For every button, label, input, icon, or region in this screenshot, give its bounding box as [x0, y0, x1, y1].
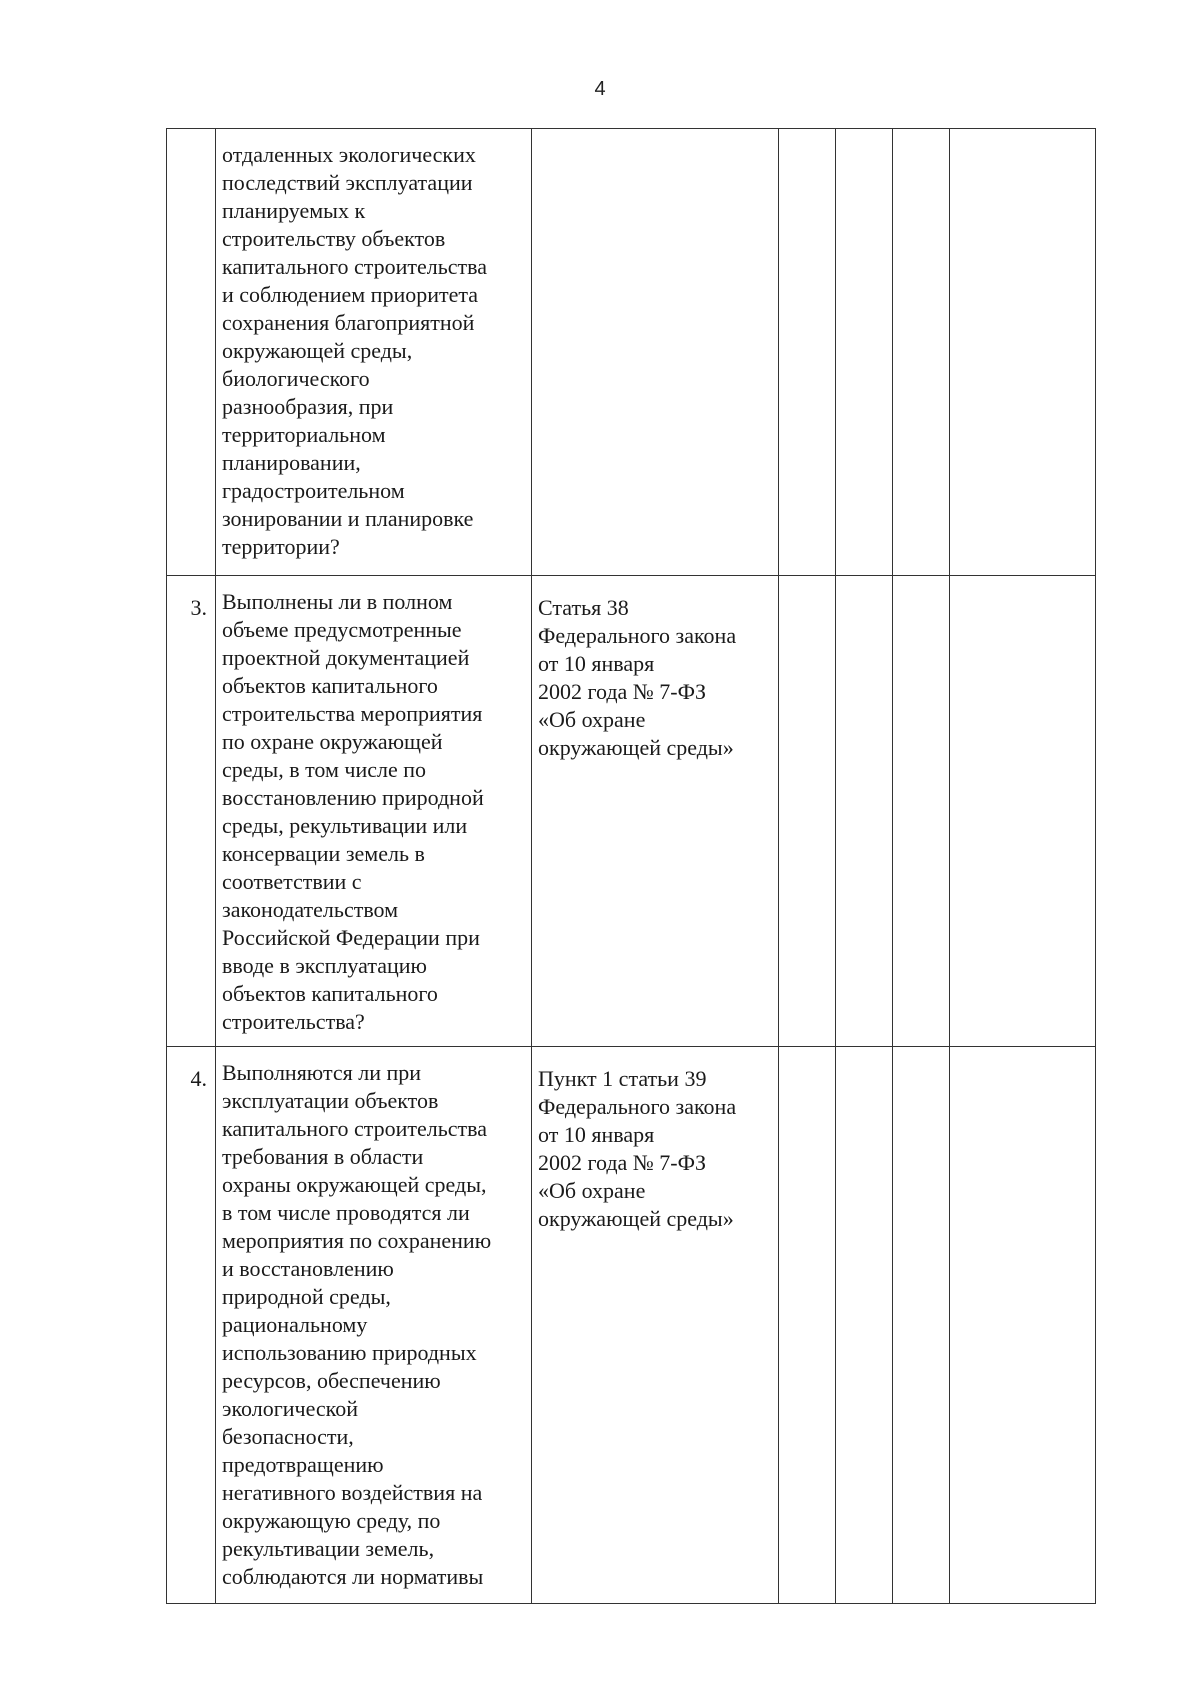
question-cell: [216, 576, 532, 1047]
text-line: сохранения благоприятной: [222, 310, 475, 335]
text-line: территориальном: [222, 422, 386, 447]
text-line: восстановлению природной: [222, 785, 484, 810]
text-line: строительства?: [222, 1009, 365, 1034]
text-line: рациональному: [222, 1312, 368, 1337]
text-line: окружающей среды,: [222, 338, 413, 363]
text-line: капитального строительства: [222, 254, 488, 279]
text-line: среды, в том числе по: [222, 757, 427, 782]
text-line: 2002 года № 7-ФЗ: [538, 1150, 707, 1175]
legal-basis-cell: [532, 129, 779, 576]
table-row: [167, 129, 1096, 576]
table-row: [167, 576, 1096, 1047]
text-line: 2002 года № 7-ФЗ: [538, 679, 707, 704]
text-line: Российской Федерации при: [222, 925, 480, 950]
question-text: [222, 1059, 525, 1591]
item-number: 3.: [167, 576, 216, 1047]
text-line: последствий эксплуатации: [222, 170, 473, 195]
text-line: Статья 38: [538, 595, 629, 620]
text-line: природной среды,: [222, 1284, 391, 1309]
text-line: Пункт 1 статьи 39: [538, 1066, 707, 1091]
text-line: проектной документацией: [222, 645, 470, 670]
note-cell: [950, 1047, 1096, 1604]
text-line: капитального строительства: [222, 1116, 488, 1141]
answer-not-applicable-cell: [893, 1047, 950, 1604]
text-line: законодательством: [222, 897, 399, 922]
text-line: безопасности,: [222, 1424, 354, 1449]
text-line: рекультивации земель,: [222, 1536, 435, 1561]
table-row: [167, 1047, 1096, 1604]
text-line: соответствии с: [222, 869, 362, 894]
text-line: требования в области: [222, 1144, 424, 1169]
answer-no-cell: [836, 576, 893, 1047]
text-line: территории?: [222, 534, 340, 559]
question-text: [222, 588, 525, 1036]
text-line: градостроительном: [222, 478, 405, 503]
text-line: Выполнены ли в полном: [222, 589, 453, 614]
text-line: отдаленных экологических: [222, 142, 476, 167]
text-line: окружающей среды»: [538, 735, 734, 760]
text-line: и соблюдением приоритета: [222, 282, 479, 307]
text-line: использованию природных: [222, 1340, 477, 1365]
legal-basis-cell: [532, 1047, 779, 1604]
page-number: 4: [594, 78, 606, 100]
text-line: Выполняются ли при: [222, 1060, 422, 1085]
text-line: среды, рекультивации или: [222, 813, 468, 838]
legal-basis-cell: [532, 576, 779, 1047]
text-line: окружающей среды»: [538, 1206, 734, 1231]
note-cell: [950, 576, 1096, 1047]
text-line: негативного воздействия на: [222, 1480, 483, 1505]
answer-no-cell: [836, 129, 893, 576]
text-line: экологической: [222, 1396, 358, 1421]
answer-yes-cell: [779, 129, 836, 576]
text-line: в том числе проводятся ли: [222, 1200, 470, 1225]
answer-no-cell: [836, 1047, 893, 1604]
text-line: эксплуатации объектов: [222, 1088, 439, 1113]
legal-basis-text: [538, 594, 772, 762]
answer-yes-cell: [779, 576, 836, 1047]
legal-basis-text: [538, 1065, 772, 1233]
text-line: Федерального закона: [538, 1094, 737, 1119]
text-line: вводе в эксплуатацию: [222, 953, 427, 978]
question-cell: [216, 1047, 532, 1604]
text-line: строительству объектов: [222, 226, 446, 251]
text-line: биологического: [222, 366, 370, 391]
text-line: от 10 января: [538, 1122, 655, 1147]
item-number: [167, 129, 216, 576]
text-line: по охране окружающей: [222, 729, 443, 754]
text-line: консервации земель в: [222, 841, 425, 866]
text-line: охраны окружающей среды,: [222, 1172, 487, 1197]
text-line: планировании,: [222, 450, 361, 475]
text-line: соблюдаются ли нормативы: [222, 1564, 484, 1589]
question-text: [222, 141, 525, 561]
text-line: разнообразия, при: [222, 394, 394, 419]
answer-not-applicable-cell: [893, 129, 950, 576]
note-cell: [950, 129, 1096, 576]
text-line: от 10 января: [538, 651, 655, 676]
text-line: объеме предусмотренные: [222, 617, 462, 642]
text-line: ресурсов, обеспечению: [222, 1368, 441, 1393]
text-line: предотвращению: [222, 1452, 384, 1477]
text-line: «Об охране: [538, 1178, 646, 1203]
text-line: мероприятия по сохранению: [222, 1228, 492, 1253]
item-number: 4.: [167, 1047, 216, 1604]
checklist-table: [166, 128, 1096, 1604]
question-cell: [216, 129, 532, 576]
answer-not-applicable-cell: [893, 576, 950, 1047]
text-line: и восстановлению: [222, 1256, 394, 1281]
text-line: планируемых к: [222, 198, 366, 223]
text-line: окружающую среду, по: [222, 1508, 441, 1533]
text-line: «Об охране: [538, 707, 646, 732]
text-line: зонировании и планировке: [222, 506, 474, 531]
answer-yes-cell: [779, 1047, 836, 1604]
text-line: объектов капитального: [222, 673, 438, 698]
text-line: Федерального закона: [538, 623, 737, 648]
text-line: строительства мероприятия: [222, 701, 483, 726]
text-line: объектов капитального: [222, 981, 438, 1006]
